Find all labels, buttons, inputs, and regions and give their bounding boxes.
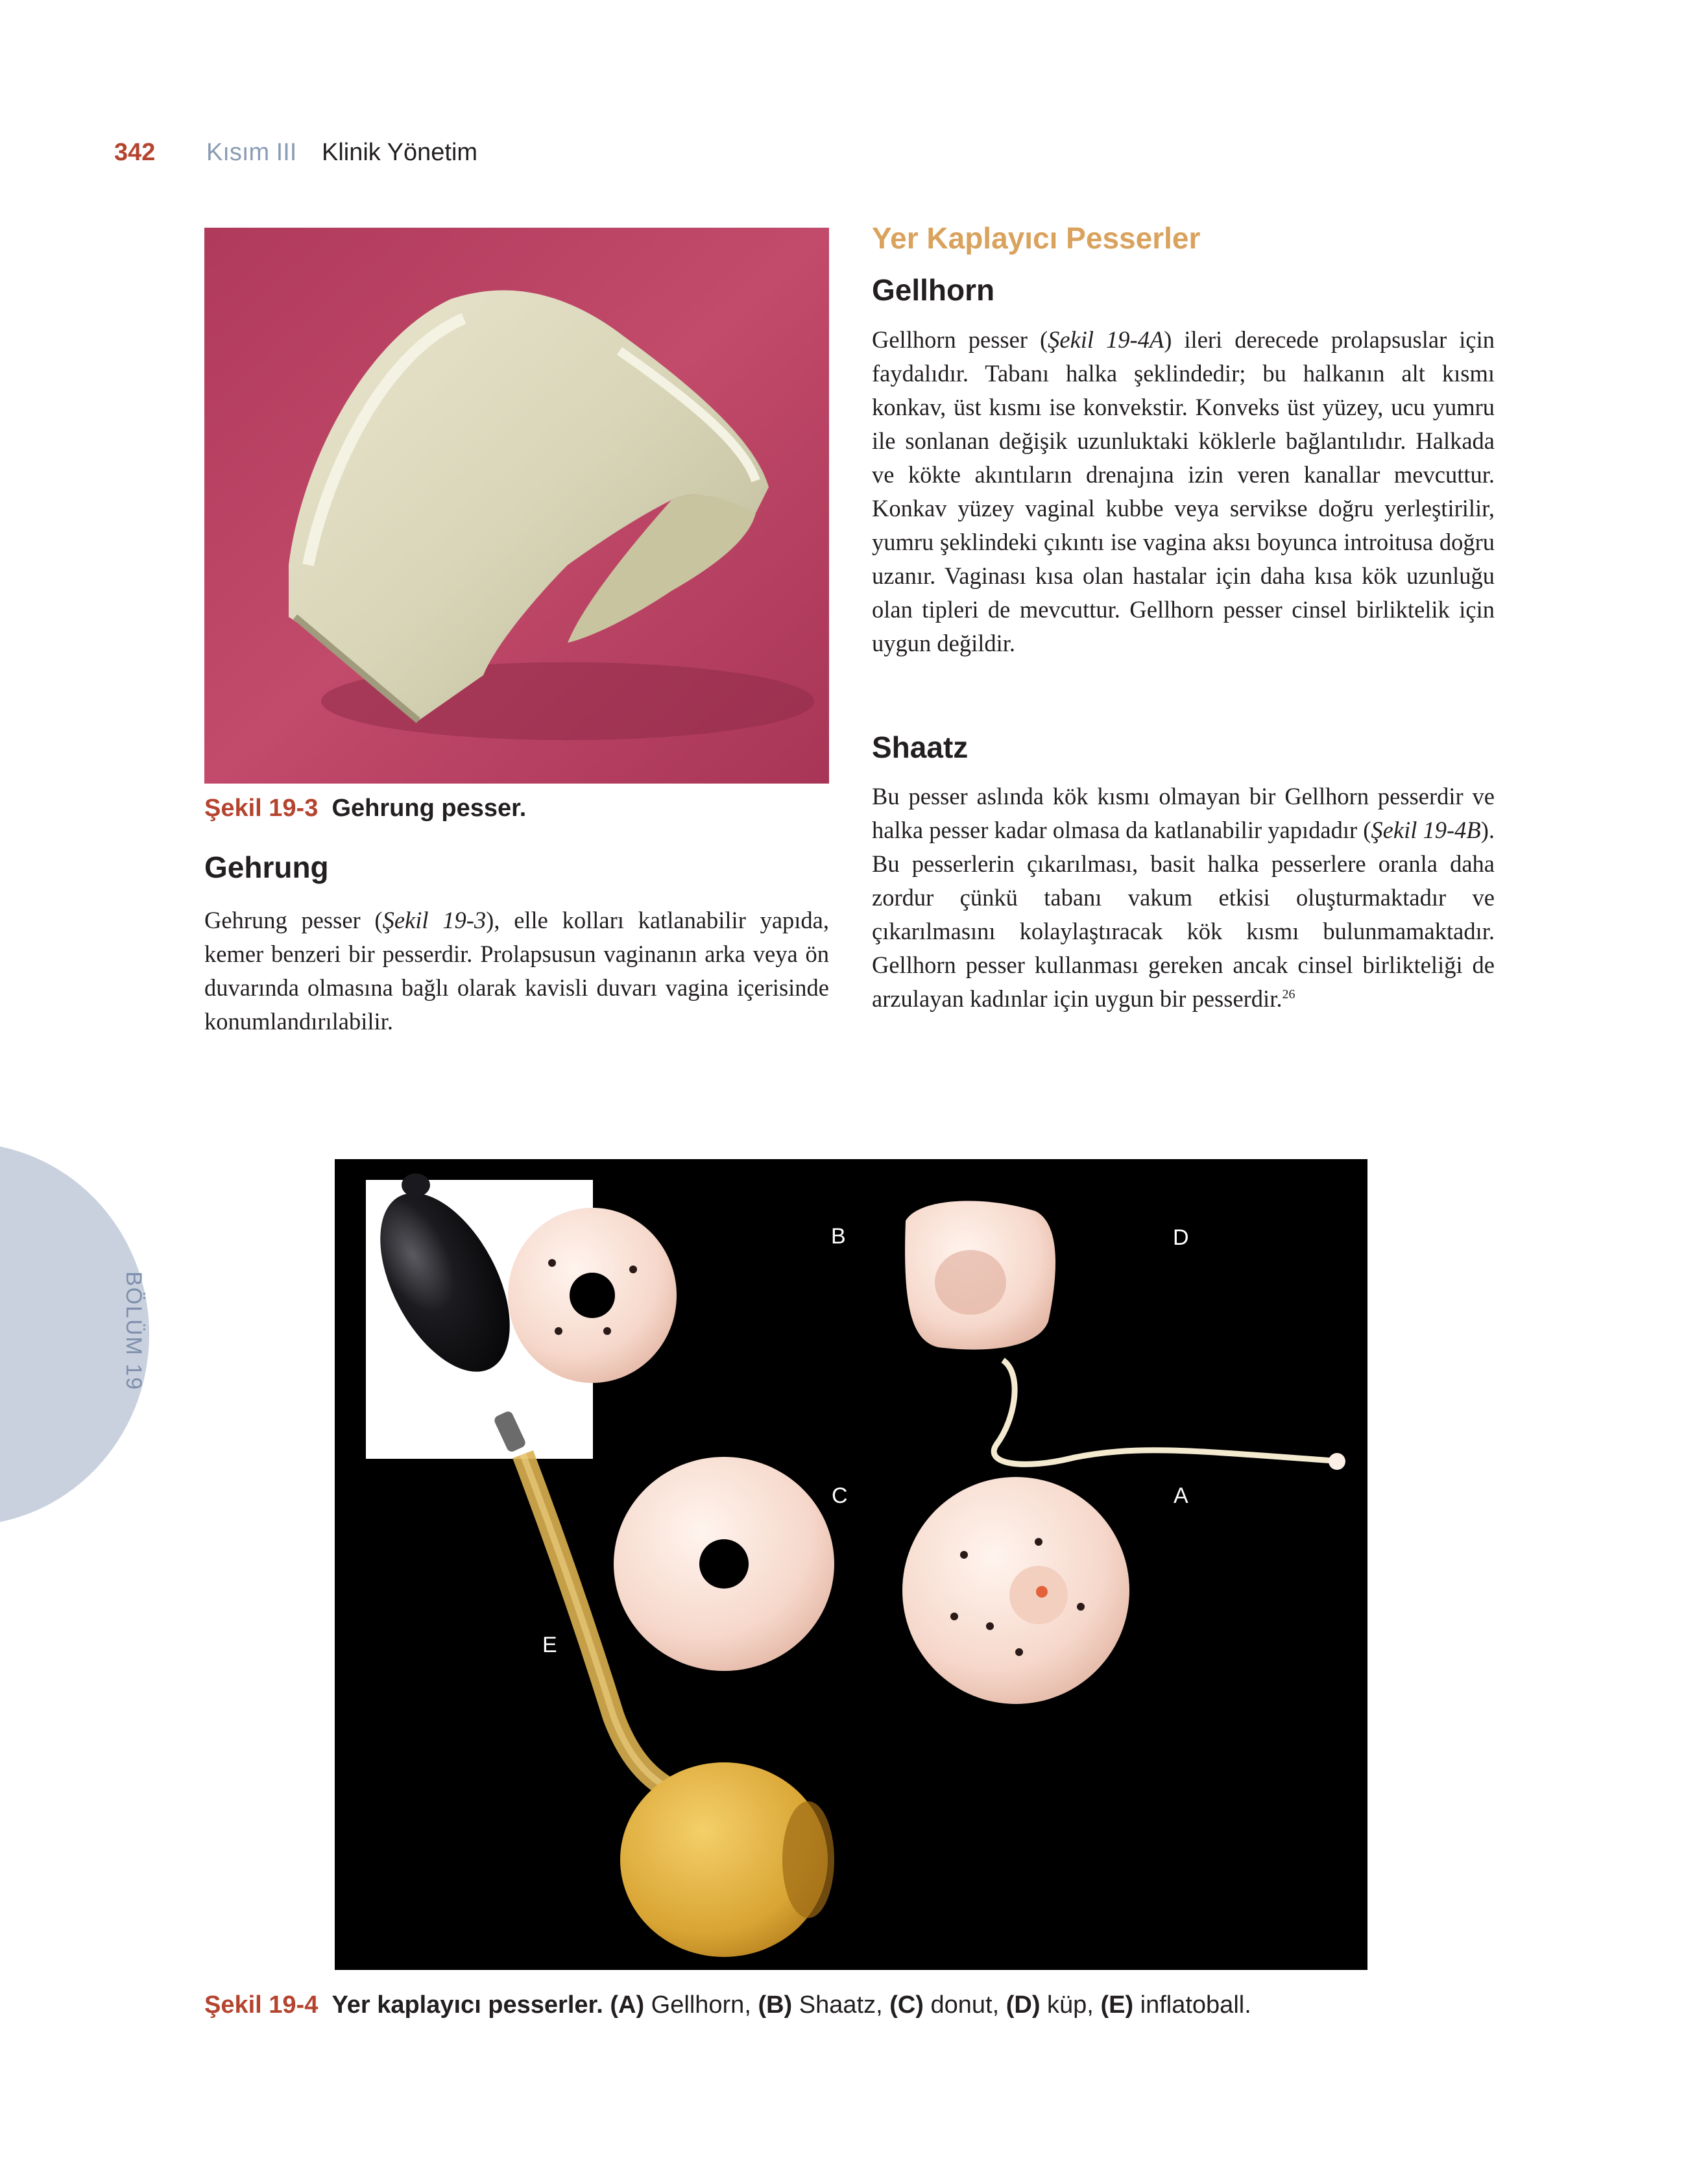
figure-letter-c: C — [832, 1483, 848, 1508]
gellhorn-paragraph: Gellhorn pesser (Şekil 19-4A) ileri derecede prolapsuslar için faydalıdır. Tabanı halka şeklindedir; bu halkanın alt kısmı konkav, üst kısmı ise konvekstir. Konveks üst yüzey, ucu yumru ile sonlanan değişik uzunluktaki köklerle bağlantılıdır. Halkada ve kökte akıntıların drenajına izin veren kanallar mevcuttur. Konkav yüzey vaginal kubbe veya servikse doğru yerleştirilir, yumru şeklindeki çıkıntı ise vagina aksı boyunca introitusa doğru uzanır. Vaginası kısa olan hastalar için daha kısa kök uzunluğu olan tipleri de mevcuttur. Gellhorn pesser cinsel birliktelik için uygun değildir. — [872, 326, 1495, 656]
gehrung-paragraph: Gehrung pesser (Şekil 19-3), elle kolları katlanabilir yapıda, kemer benzeri bir pesserdir. Prolapsusun vaginanın arka veya ön duvarında olmasına bağlı olarak kavisli duvarı vagina içerisinde konumlandırılabilir. — [204, 907, 830, 1035]
caption-item: (A) Gellhorn, — [610, 1991, 758, 2019]
page-number: 342 — [114, 139, 156, 166]
space-occupying-pessaries-photo — [335, 1159, 1367, 1970]
citation-superscript: 26 — [1282, 987, 1295, 1002]
chapter-title: Klinik Yönetim — [322, 139, 478, 166]
caption-item: (C) donut, — [889, 1991, 1006, 2019]
caption-item: (D) küp, — [1006, 1991, 1101, 2019]
caption-item: (B) Shaatz, — [758, 1991, 890, 2019]
shaatz-paragraph: Bu pesser aslında kök kısmı olmayan bir Gellhorn pesserdir ve halka pesser kadar olmasa da katlanabilir yapıdadır (Şekil 19-4B). Bu pesserlerin çıkarılması, basit halka pesserlere oranla daha zordur çünkü tabanı vakum etkisi oluşturmaktadır ve çıkarılmasını kolaylaştıracak kök kısmı bulunmamaktadır. Gellhorn pesser kullanması gereken ancak cinsel birlikteliği de arzulayan kadınlar için uygun bir pesserdir.$^{26}$ — [872, 783, 1495, 1012]
figure-19-3-caption — [204, 795, 526, 822]
figure-reference: Şekil 19-4B — [1371, 817, 1481, 843]
gellhorn-heading: Gellhorn — [872, 273, 995, 307]
figure-19-4-caption — [204, 1991, 1251, 2019]
figure-19-3-title: Gehrung pesser. — [331, 795, 527, 822]
figure-letter-d: D — [1173, 1225, 1189, 1250]
figure-letter-a: A — [1174, 1483, 1188, 1508]
part-label: Kısım III — [206, 139, 297, 166]
shaatz-heading: Shaatz — [872, 730, 969, 764]
gehrung-heading: Gehrung — [204, 850, 329, 884]
chapter-side-tab-label: BÖLÜM 19 — [121, 1271, 146, 1391]
figure-19-4-label: Şekil 19-4 — [204, 1991, 319, 2019]
section-heading: Yer Kaplayıcı Pesserler — [872, 221, 1201, 255]
caption-item: (E) inflatoball. — [1100, 1991, 1251, 2019]
figure-reference: Şekil 19-4A — [1048, 326, 1164, 353]
figure-letter-e: E — [542, 1633, 557, 1657]
figure-reference: Şekil 19-3 — [382, 907, 487, 933]
figure-19-3-label: Şekil 19-3 — [204, 795, 319, 822]
figure-19-4-title: Yer kaplayıcı pesserler. — [331, 1991, 603, 2019]
gehrung-pesser-photo — [204, 228, 829, 784]
figure-letter-b: B — [831, 1224, 846, 1249]
